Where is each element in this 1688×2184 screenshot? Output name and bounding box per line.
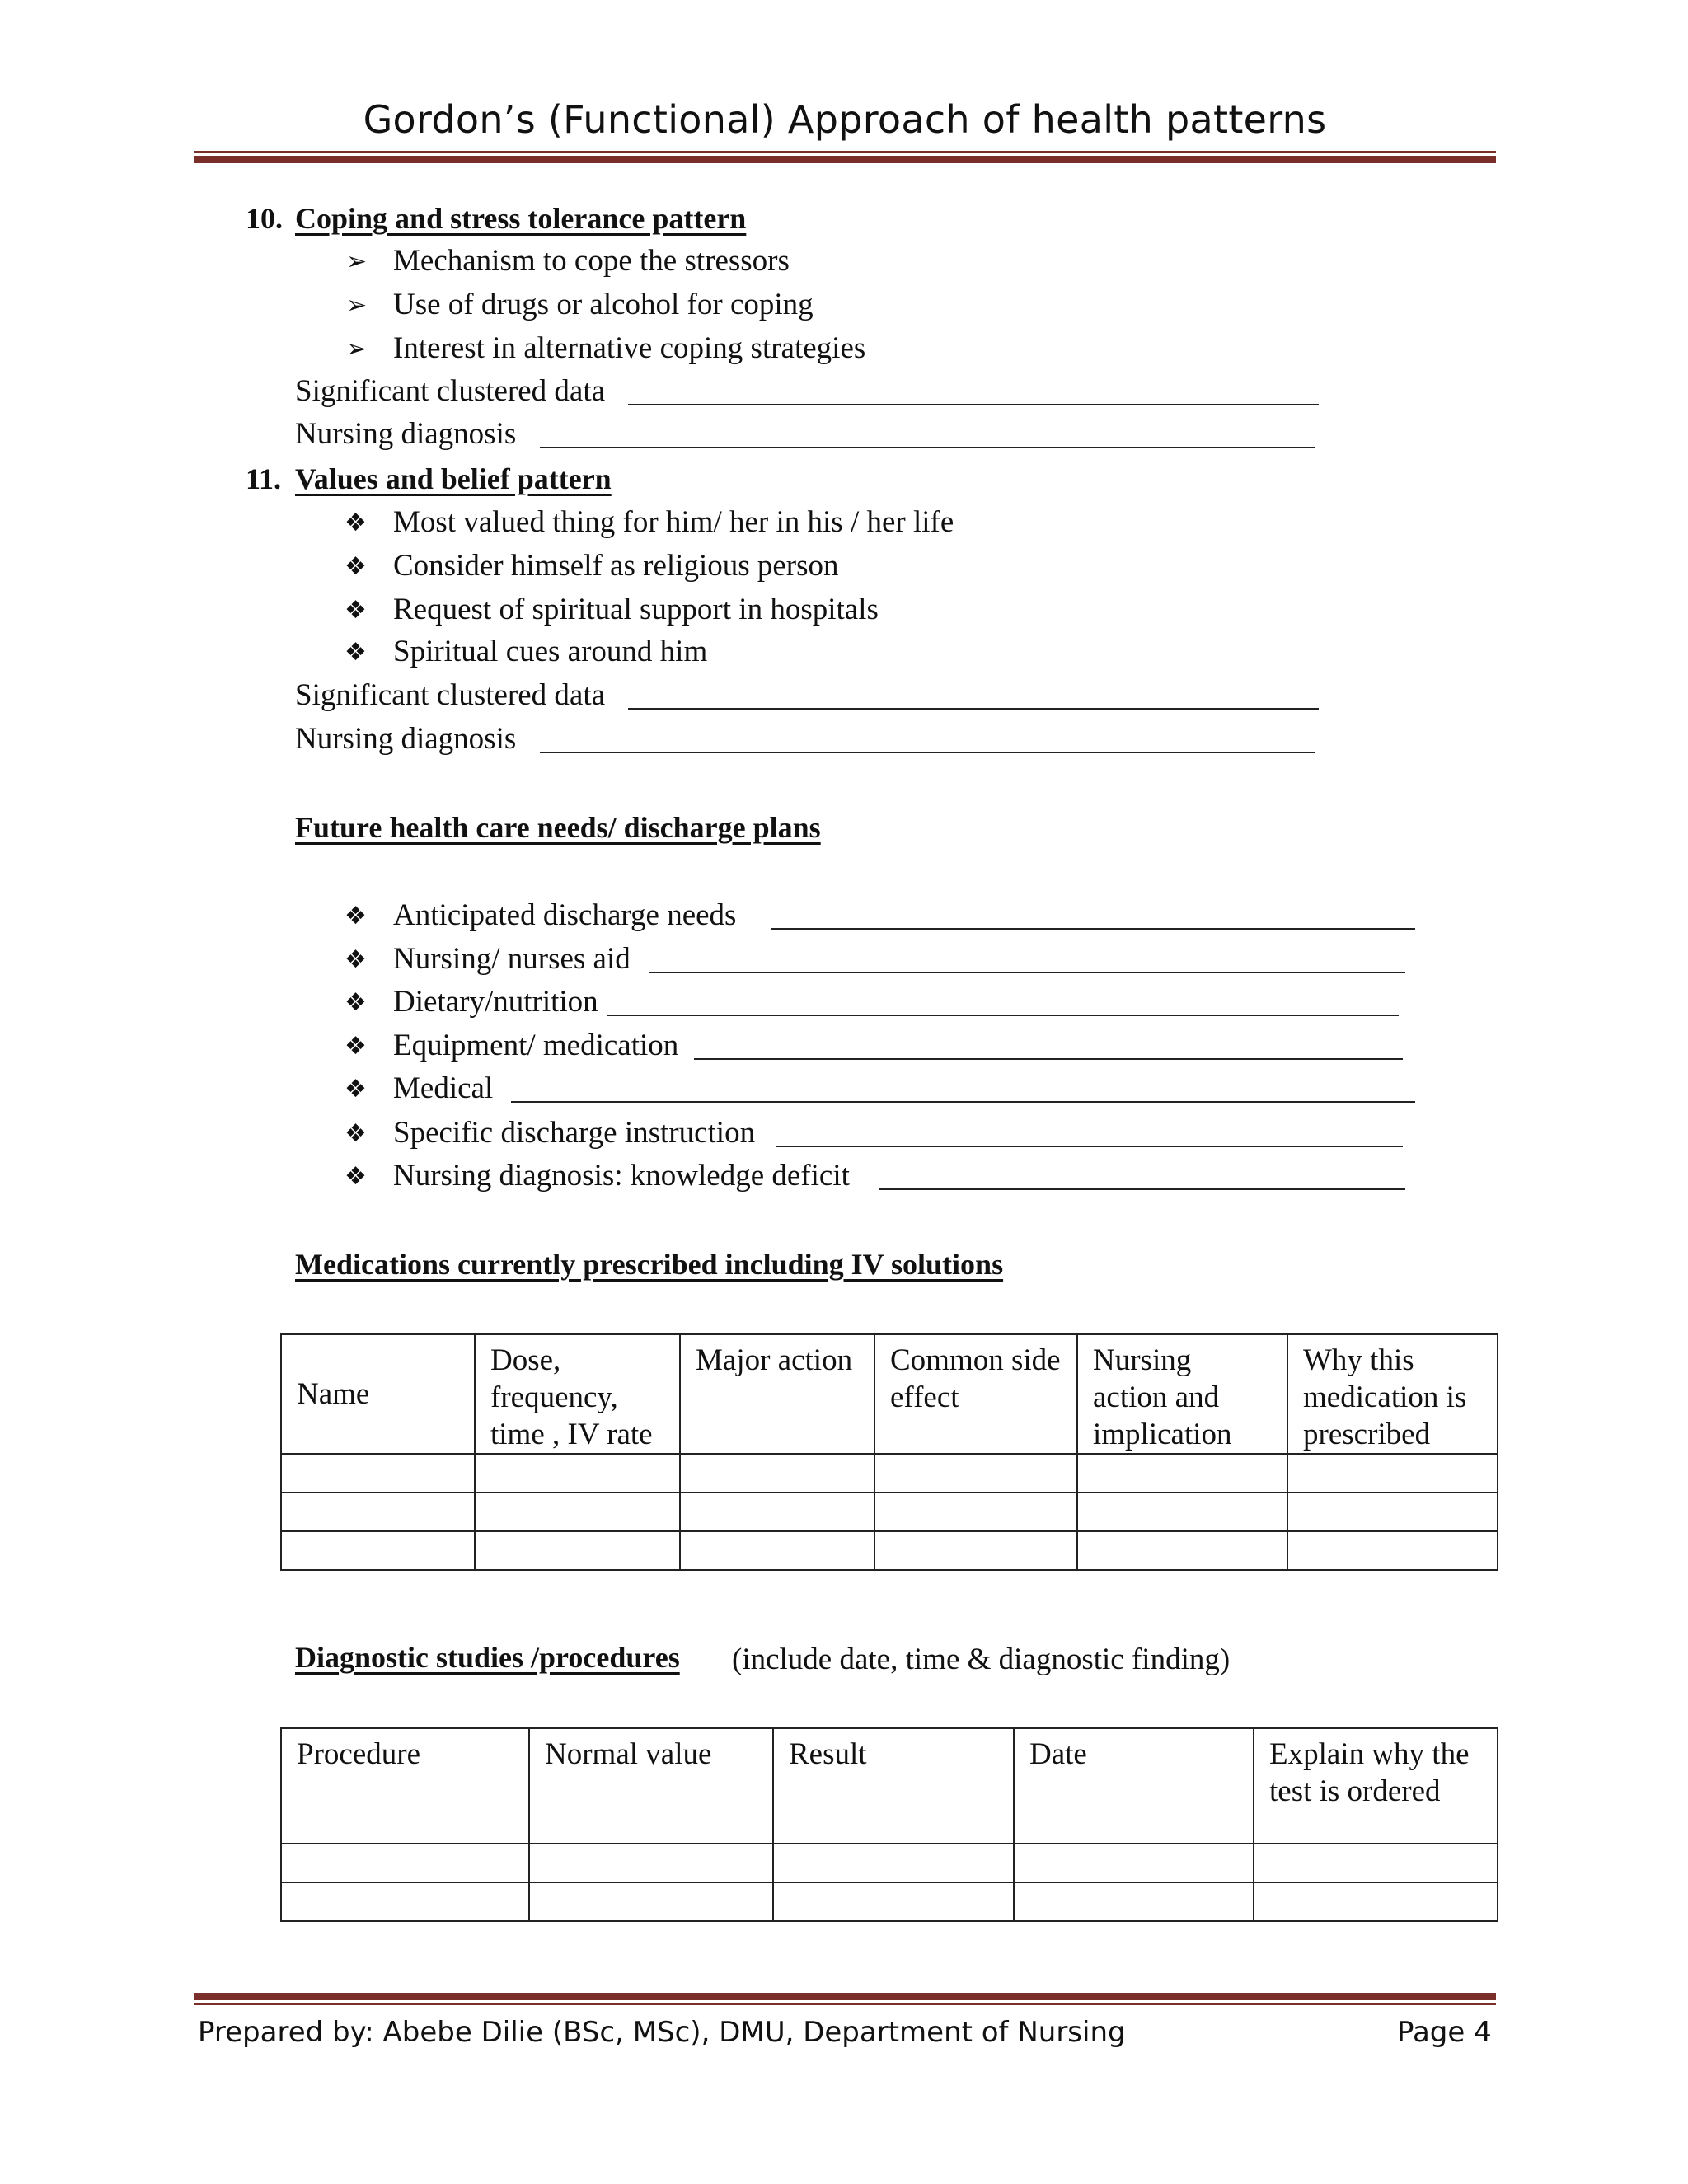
list-item: Nursing/ nurses aid	[393, 942, 631, 976]
header-nursing-action: Nursing action and implication	[1077, 1334, 1287, 1454]
table-cell[interactable]	[1014, 1844, 1254, 1882]
table-cell[interactable]	[773, 1844, 1014, 1882]
table-row	[281, 1531, 1498, 1570]
list-item: Nursing diagnosis: knowledge deficit	[393, 1159, 850, 1193]
header-name: Name	[281, 1334, 475, 1454]
header-side-effect: Common side effect	[874, 1334, 1077, 1454]
footer-prepared-by: Prepared by: Abebe Dilie (BSc, MSc), DMU, Department of Nursing	[198, 2016, 1126, 2049]
clustered-data-label: Significant clustered data	[295, 374, 606, 408]
diagnostics-title: Diagnostic studies /procedures	[295, 1641, 680, 1674]
footer-rule-thick	[194, 1993, 1496, 2000]
diamond-bullet-icon: ❖	[345, 902, 367, 930]
table-cell[interactable]	[475, 1454, 680, 1493]
table-cell[interactable]	[1287, 1493, 1498, 1531]
diamond-bullet-icon: ❖	[345, 596, 367, 625]
section-10-title: Coping and stress tolerance pattern	[295, 202, 747, 235]
discharge-needs-blank[interactable]	[771, 928, 1415, 930]
arrow-bullet-icon: ➢	[346, 335, 368, 363]
table-cell[interactable]	[680, 1493, 874, 1531]
diamond-bullet-icon: ❖	[345, 509, 367, 537]
diamond-bullet-icon: ❖	[345, 552, 367, 581]
diamond-bullet-icon: ❖	[345, 988, 367, 1017]
table-row	[281, 1844, 1498, 1882]
list-item: Medical	[393, 1071, 494, 1105]
medical-blank[interactable]	[511, 1101, 1415, 1103]
diamond-bullet-icon: ❖	[345, 1075, 367, 1104]
table-row	[281, 1493, 1498, 1531]
list-item: Most valued thing for him/ her in his / her life	[393, 505, 954, 539]
discharge-instruction-blank[interactable]	[776, 1146, 1403, 1147]
section-11-title: Values and belief pattern	[295, 462, 612, 495]
header-rule-thin	[194, 151, 1496, 153]
list-item: Use of drugs or alcohol for coping	[393, 288, 814, 321]
table-cell[interactable]	[281, 1454, 475, 1493]
clustered-data-label: Significant clustered data	[295, 678, 606, 712]
header-why-prescribed: Why this medication is prescribed	[1287, 1334, 1498, 1454]
table-cell[interactable]	[529, 1882, 773, 1921]
table-cell[interactable]	[529, 1844, 773, 1882]
table-cell[interactable]	[874, 1531, 1077, 1570]
header-date: Date	[1014, 1728, 1254, 1844]
header-normal-value: Normal value	[529, 1728, 773, 1844]
header-result: Result	[773, 1728, 1014, 1844]
table-cell[interactable]	[773, 1882, 1014, 1921]
diamond-bullet-icon: ❖	[345, 945, 367, 974]
footer-page-number: Page 4	[1397, 2016, 1492, 2049]
table-cell[interactable]	[281, 1531, 475, 1570]
page-title: Gordon’s (Functional) Approach of health patterns	[363, 97, 1327, 142]
table-cell[interactable]	[475, 1531, 680, 1570]
nurses-aid-blank[interactable]	[649, 972, 1405, 973]
diamond-bullet-icon: ❖	[345, 1032, 367, 1061]
equipment-blank[interactable]	[694, 1058, 1403, 1060]
table-cell[interactable]	[281, 1882, 529, 1921]
medications-table	[280, 1333, 1498, 1571]
table-cell[interactable]	[1254, 1882, 1498, 1921]
list-item: Dietary/nutrition	[393, 985, 598, 1019]
header-explain-why: Explain why the test is ordered	[1254, 1728, 1498, 1844]
section-11-number: 11.	[246, 462, 282, 495]
diamond-bullet-icon: ❖	[345, 1162, 367, 1191]
table-cell[interactable]	[1254, 1844, 1498, 1882]
table-cell[interactable]	[680, 1531, 874, 1570]
table-cell[interactable]	[1077, 1454, 1287, 1493]
future-needs-title: Future health care needs/ discharge plans	[295, 811, 821, 844]
table-cell[interactable]	[1287, 1454, 1498, 1493]
table-cell[interactable]	[281, 1844, 529, 1882]
nursing-diagnosis-blank[interactable]	[540, 447, 1315, 448]
table-cell[interactable]	[680, 1454, 874, 1493]
list-item: Mechanism to cope the stressors	[393, 244, 790, 278]
table-row	[281, 1882, 1498, 1921]
header-rule-thick	[194, 156, 1496, 163]
knowledge-deficit-blank[interactable]	[879, 1188, 1405, 1190]
medications-title: Medications currently prescribed including IV solutions	[295, 1248, 1004, 1281]
header-dose: Dose, frequency, time , IV rate	[475, 1334, 680, 1454]
table-cell[interactable]	[1077, 1531, 1287, 1570]
header-major-action: Major action	[680, 1334, 874, 1454]
list-item: Anticipated discharge needs	[393, 898, 737, 932]
nursing-diagnosis-label: Nursing diagnosis	[295, 417, 517, 451]
diagnostics-table	[280, 1727, 1498, 1922]
footer-rule-thin	[194, 2003, 1496, 2005]
header-procedure: Procedure	[281, 1728, 529, 1844]
table-header-row	[281, 1728, 1498, 1844]
list-item: Interest in alternative coping strategies	[393, 331, 866, 365]
list-item: Request of spiritual support in hospitals	[393, 593, 879, 626]
table-cell[interactable]	[1077, 1493, 1287, 1531]
arrow-bullet-icon: ➢	[346, 291, 368, 320]
diamond-bullet-icon: ❖	[345, 1119, 367, 1148]
nursing-diagnosis-blank[interactable]	[540, 752, 1315, 753]
nutrition-blank[interactable]	[607, 1015, 1399, 1016]
list-item: Specific discharge instruction	[393, 1116, 756, 1150]
arrow-bullet-icon: ➢	[346, 247, 368, 276]
list-item: Spiritual cues around him	[393, 635, 708, 668]
clustered-data-blank[interactable]	[628, 404, 1319, 405]
table-cell[interactable]	[1014, 1882, 1254, 1921]
list-item: Consider himself as religious person	[393, 549, 839, 583]
list-item: Equipment/ medication	[393, 1029, 679, 1062]
nursing-diagnosis-label: Nursing diagnosis	[295, 722, 517, 756]
table-cell[interactable]	[874, 1454, 1077, 1493]
table-cell[interactable]	[475, 1493, 680, 1531]
section-10-number: 10.	[246, 202, 283, 235]
table-header-row	[281, 1334, 1498, 1454]
table-cell[interactable]	[1287, 1531, 1498, 1570]
table-cell[interactable]	[281, 1493, 475, 1531]
clustered-data-blank[interactable]	[628, 708, 1319, 710]
diamond-bullet-icon: ❖	[345, 638, 367, 667]
table-cell[interactable]	[874, 1493, 1077, 1531]
table-row	[281, 1454, 1498, 1493]
diagnostics-note: (include date, time & diagnostic finding)	[732, 1643, 1231, 1676]
